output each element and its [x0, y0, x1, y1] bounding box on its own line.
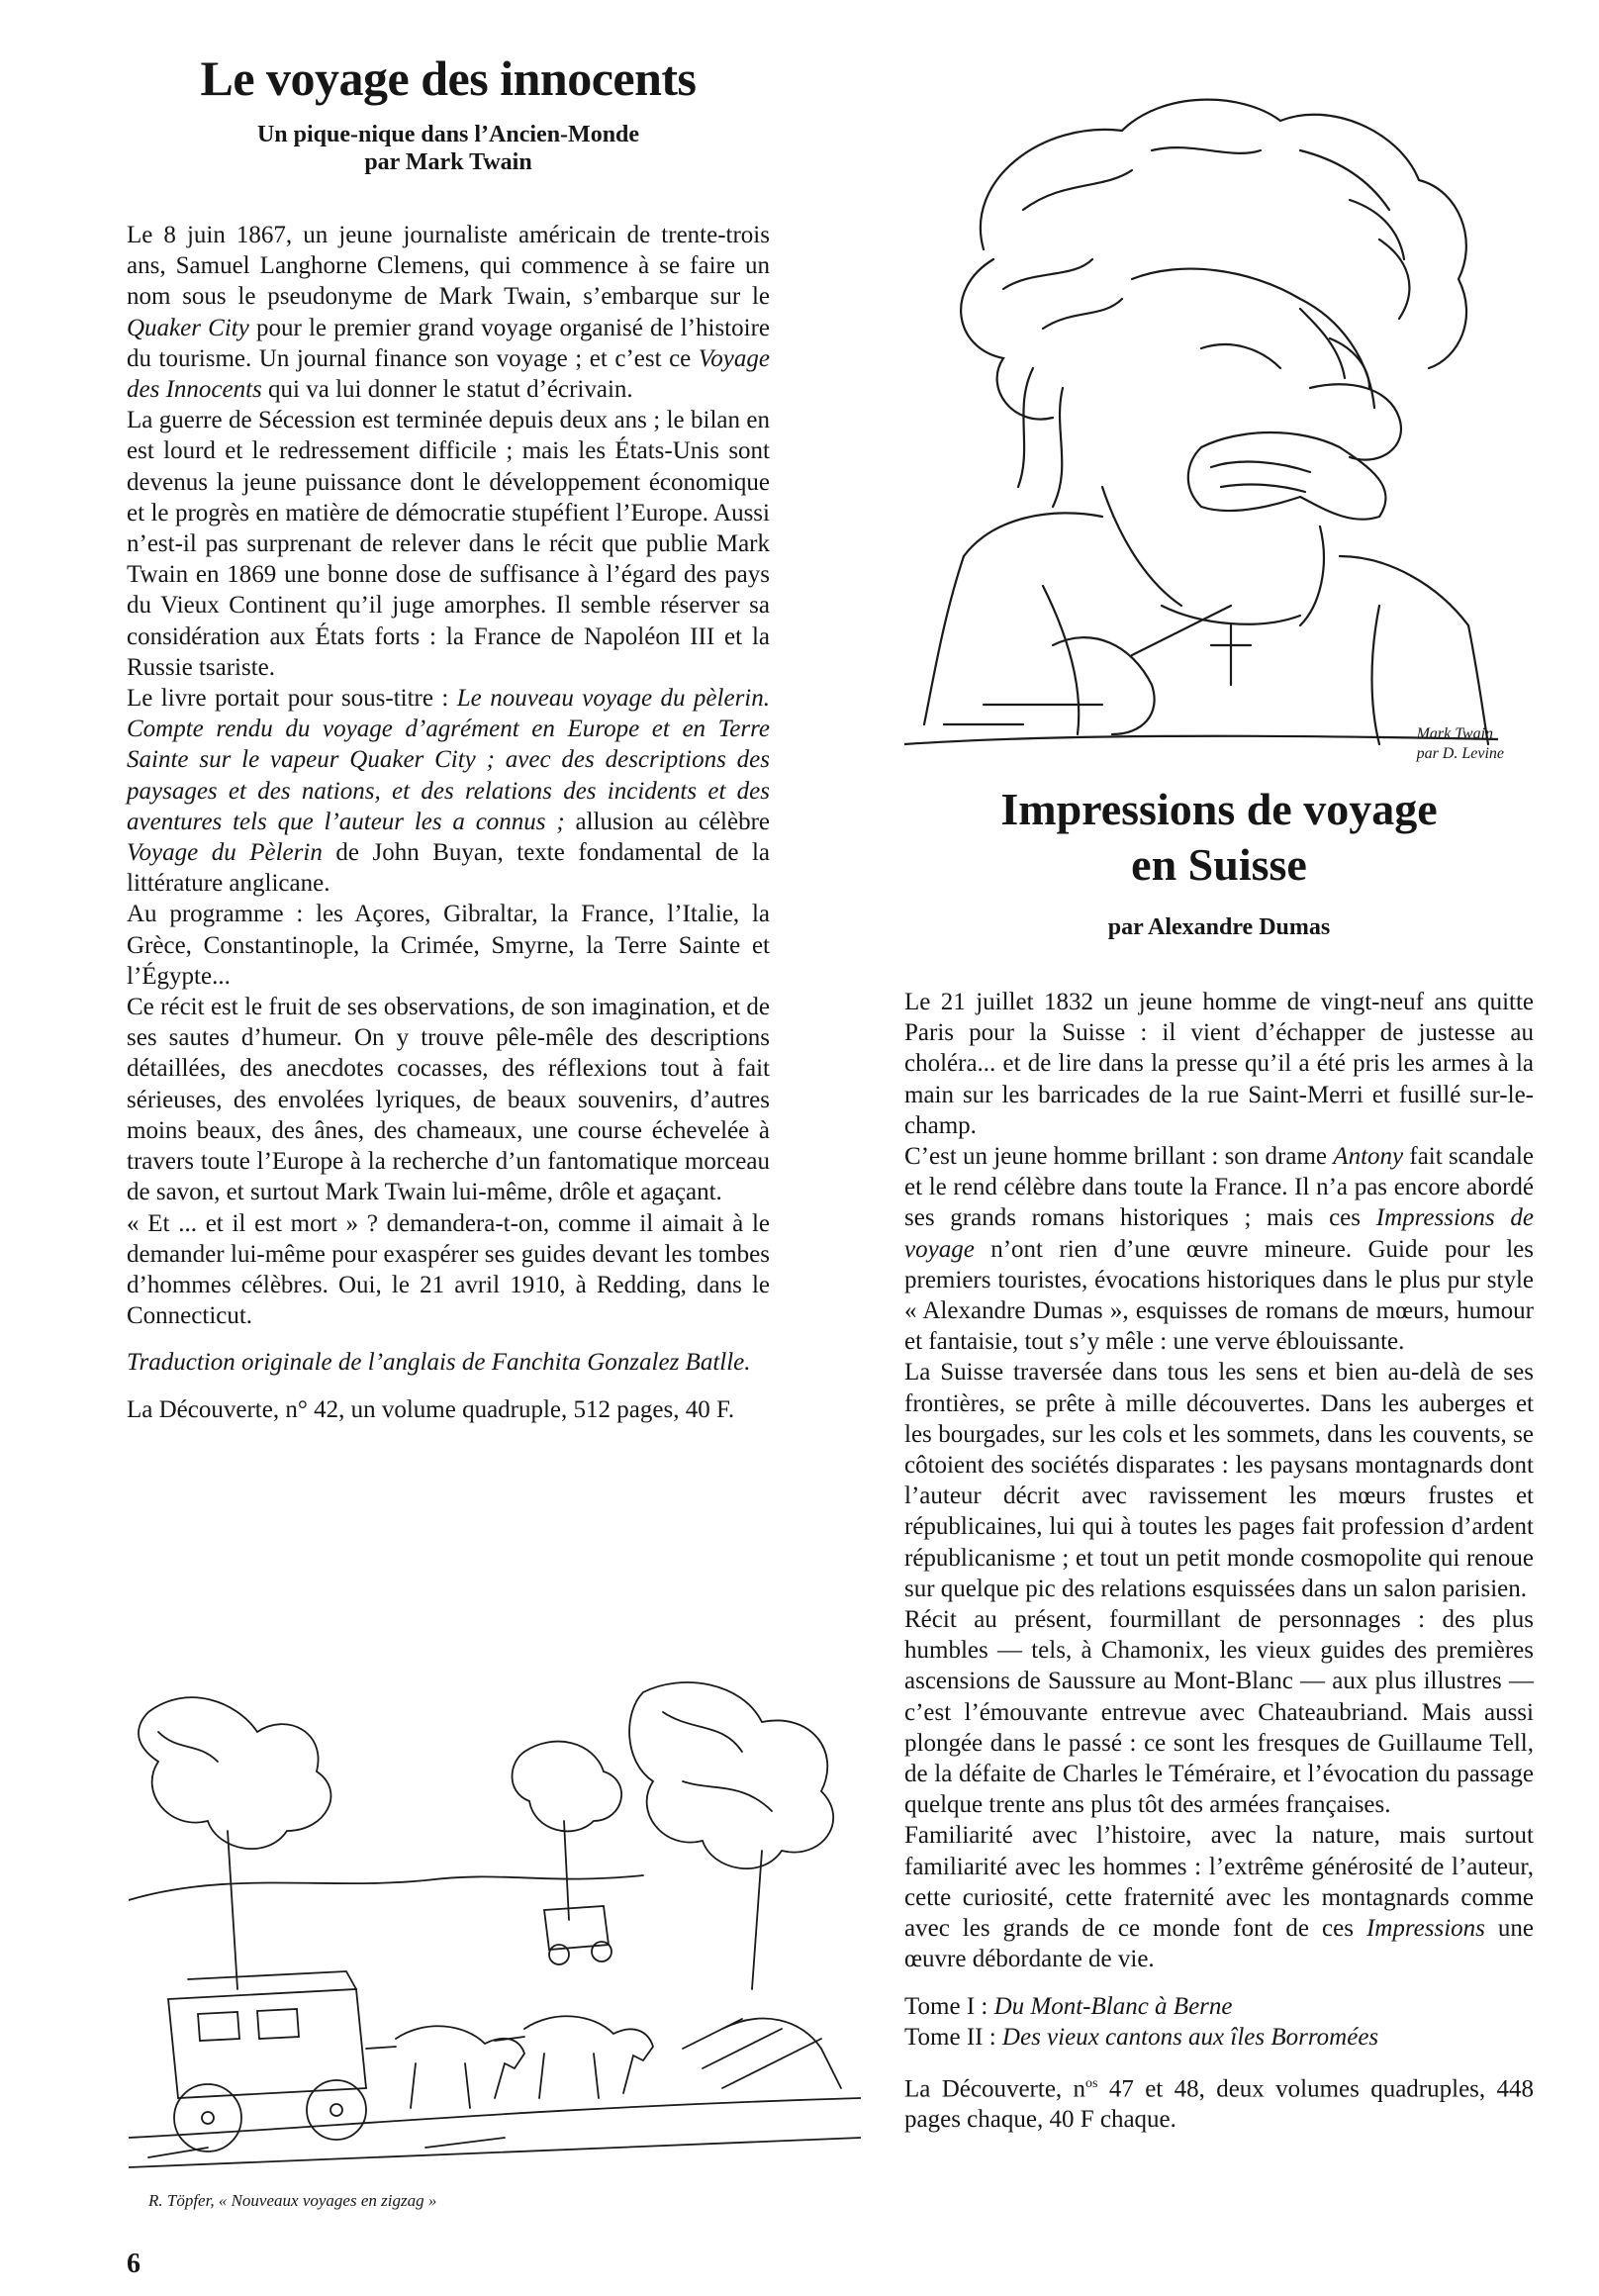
- article-body: [904, 987, 1534, 2136]
- engraving-illustration: [129, 1673, 861, 2227]
- paragraph: La Suisse traversée dans tous les sens et bien au-delà de ses frontières, se prête à mille découvertes. Dans les auberges et les bourgades, sur les cols et les sommets, dans les couvents, se côtoient des sociétés disparates : les paysans montagnards dont l’auteur décrit avec ravissement les mœurs frustes et républicaines, lui qui à toutes les pages fait profession d’ardent républicanisme ; et tout un petit monde cosmopolite qui renoue sur quelque pic des relations esquissées dans un salon parisien.: [904, 1359, 1534, 1602]
- superscript: os: [1085, 2075, 1098, 2091]
- subtitle-line: Un pique-nique dans l’Ancien-Monde: [256, 122, 640, 147]
- caption-line: Mark Twain: [1416, 725, 1494, 742]
- text-run: Le 8 juin 1867, un jeune journaliste américain de trente-trois ans, Samuel Langhorne Clemens, qui commence à se faire un nom sous le pseudonyme de Mark Twain, s’embarque sur le: [127, 222, 770, 311]
- mark-twain-caricature: [904, 91, 1498, 764]
- article-impressions-de-voyage: [904, 91, 1534, 2136]
- text-run: une œuvre débordante de vie.: [904, 1915, 1534, 1973]
- author-line: par Mark Twain: [364, 149, 532, 175]
- publisher-info: La Découverte, n° 42, un volume quadruple, 512 pages, 40 F.: [127, 1395, 735, 1423]
- publisher-info: [904, 2068, 1534, 2136]
- translation-credit: Traduction originale de l’anglais de Fanchita Gonzalez Batlle.: [127, 1349, 751, 1377]
- article-voyage-des-innocents: [127, 49, 770, 1425]
- paragraph: La guerre de Sécession est terminée depuis deux ans ; le bilan en est lourd et le redressement difficile ; mais les États-Unis sont devenus la jeune puissance dont le développement économique et le progrès en matière de démocratie stupéfient l’Europe. Aussi n’est-il pas surprenant de relever dans le récit que publie Mark Twain en 1869 une bonne dose de suffisance à l’égard des pays du Vieux Continent qu’il juge amorphes. Il semble réserver sa considération aux États forts : la France de Napoléon III et la Russie tsariste.: [127, 407, 770, 681]
- article-body: [127, 220, 770, 1425]
- paragraph: [127, 220, 770, 405]
- portrait-illustration: [904, 91, 1534, 764]
- text-run: pour le premier grand voyage organisé de l’histoire du tourisme. Un journal finance son voyage ; et c’est ce: [127, 314, 770, 372]
- paragraph: Le 21 juillet 1832 un jeune homme de vingt-neuf ans quitte Paris pour la Suisse : il vient d’échapper de justesse au choléra... et de lire dans la presse qu’il a été pris les armes à la main sur les barricades de la rue Saint-Merri et fusillé sur-le-champ.: [904, 989, 1534, 1139]
- portrait-caption: [1417, 724, 1504, 764]
- paragraph: « Et ... et il est mort » ? demandera-t-on, comme il aimait à le demander lui-même pour exaspérer ses guides devant les tombes d’hommes célèbres. Oui, le 21 avril 1910, à Redding, dans le Connecticut.: [127, 1209, 770, 1330]
- text-run: Le livre portait pour sous-titre :: [127, 685, 449, 713]
- drama-title: Antony: [1333, 1143, 1404, 1171]
- paragraph: [904, 1141, 1534, 1357]
- title-line: en Suisse: [1131, 839, 1307, 890]
- text-run: de John Buyan, texte fondamental de la littérature anglicane.: [127, 839, 771, 898]
- engraving-caption: R. Töpfer, « Nouveaux voyages en zigzag »: [148, 2191, 437, 2210]
- tome-label: Tome I :: [904, 1992, 988, 2020]
- tome-line: [904, 1991, 1534, 2022]
- tome-title: Du Mont-Blanc à Berne: [993, 1992, 1233, 2020]
- caption-line: par D. Levine: [1416, 745, 1504, 762]
- text-run: Familiarité avec l’histoire, avec la nature, mais surtout familiarité avec les hommes : l’extrême générosité de l’auteur, cette curiosité, cette fraternité avec les montagnards comme avec les grands de ce monde font de ces: [904, 1822, 1534, 1943]
- paragraph: Ce récit est le fruit de ses observations, de son imagination, et de ses sautes d’humeur. On y trouve pêle-mêle des descriptions détaillées, des anecdotes cocasses, des réflexions tout à fait sérieuses, des envolées lyriques, de beaux souvenirs, d’autres moins beaux, des ânes, des chameaux, une course échevelée à travers toute l’Europe à la recherche d’un fantomatique morceau de savon, et surtout Mark Twain lui-même, drôle et agaçant.: [127, 994, 770, 1206]
- paragraph: [127, 683, 770, 899]
- paragraph: [904, 1820, 1534, 1974]
- book-subtitle: Le nouveau voyage du pèlerin. Compte rendu du voyage d’agrément en Europe et en Terre Sainte sur le vapeur Quaker City ; avec des descriptions des paysages et des nations, et des relations des incidents et des aventures tels que l’auteur les a connus ;: [127, 685, 771, 835]
- paragraph: Au programme : les Açores, Gibraltar, la France, l’Italie, la Grèce, Constantinople, la Crimée, Smyrne, la Terre Sainte et l’Égypte...: [127, 901, 770, 990]
- book-title: Impressions de voyage: [904, 1204, 1534, 1263]
- title-line: Impressions de voyage: [1000, 784, 1438, 834]
- ship-name: Quaker City: [127, 314, 249, 341]
- tome-line: [904, 2022, 1534, 2053]
- tome-title: Des vieux cantons aux îles Borromées: [1001, 2023, 1379, 2051]
- book-title: Impressions: [1365, 1915, 1485, 1943]
- text-run: La Découverte, n: [904, 2075, 1086, 2103]
- text-run: C’est un jeune homme brillant : son drame: [904, 1143, 1328, 1171]
- article-title: Le voyage des innocents: [200, 50, 697, 106]
- text-run: n’ont rien d’une œuvre mineure. Guide pour les premiers touristes, évocations historiques dans le plus pur style « Alexandre Dumas », esquisses de romans de mœurs, humour et fantaisie, tout s’y mêle : une verve éblouissante.: [904, 1235, 1535, 1356]
- article-byline: par Alexandre Dumas: [1107, 914, 1331, 940]
- book-title: Voyage des Innocents: [127, 344, 770, 404]
- stagecoach-engraving: [129, 1673, 861, 2187]
- paragraph: Récit au présent, fourmillant de personnages : des plus humbles — tels, à Chamonix, les vieux guides des premières ascensions de Saussure au Mont-Blanc — aux plus illustres — c’est l’émouvante entrevue avec Chateaubriand. Mais aussi plongée dans le passé : ce sont les fresques de Guillaume Tell, de la défaite de Charles le Téméraire, et l’évocation du passage quelque trente ans plus tôt des armées françaises.: [904, 1606, 1534, 1819]
- text-run: allusion au célèbre: [575, 808, 771, 835]
- article-subtitle: [127, 121, 770, 176]
- article-title: [904, 782, 1534, 893]
- book-title: Voyage du Pèlerin: [127, 839, 323, 867]
- text-run: qui va lui donner le statut d’écrivain.: [268, 376, 633, 404]
- page-number: 6: [127, 2248, 141, 2279]
- tome-label: Tome II :: [904, 2023, 996, 2051]
- text-run: fait scandale et le rend célèbre dans toute la France. Il n’a pas encore abordé ses grands romans historiques ; mais ces: [904, 1143, 1535, 1232]
- text-run: 47 et 48, deux volumes quadruples, 448 pages chaque, 40 F chaque.: [904, 2075, 1534, 2134]
